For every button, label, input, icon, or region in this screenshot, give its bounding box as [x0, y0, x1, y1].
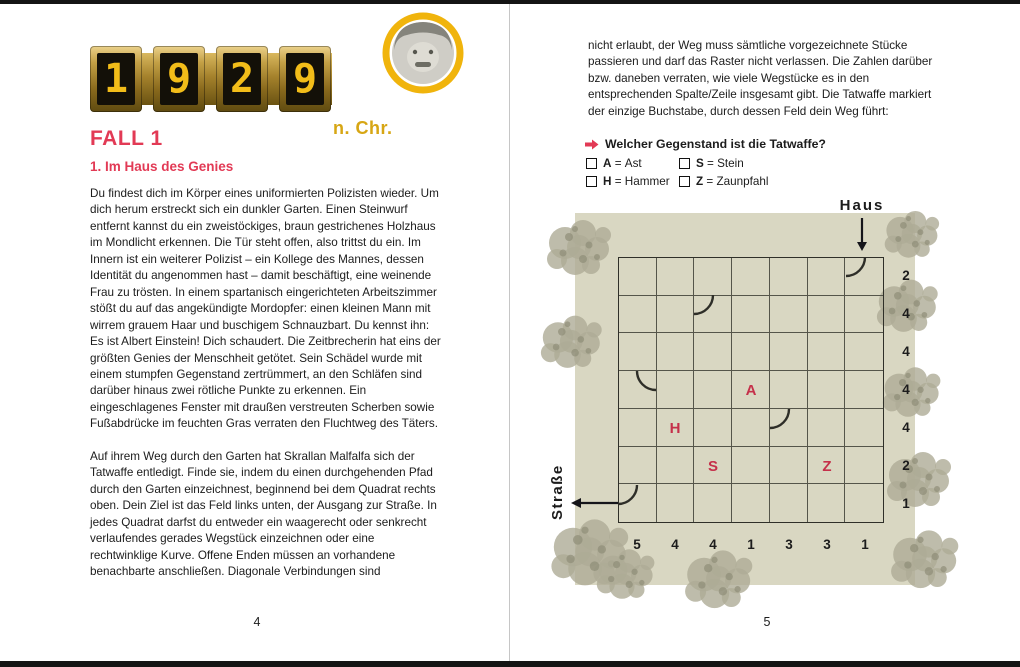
grid-cell[interactable]	[808, 447, 846, 485]
grid-cell[interactable]	[770, 333, 808, 371]
answer-options	[586, 157, 768, 188]
answer-option-z	[679, 175, 768, 188]
option-name: Stein	[717, 157, 744, 170]
house-arrow-icon	[856, 218, 868, 252]
grid-cell[interactable]	[657, 409, 695, 447]
grid-letter-h: H	[669, 419, 681, 437]
row-count: 4	[902, 420, 910, 435]
grid-cell[interactable]	[619, 447, 657, 485]
row-count: 4	[902, 306, 910, 321]
puzzle-grid	[618, 257, 884, 523]
grid-cell[interactable]	[845, 371, 883, 409]
grid-cell[interactable]	[845, 484, 883, 522]
option-name: Hammer	[624, 175, 670, 188]
grid-cell[interactable]	[657, 447, 695, 485]
option-letter: H	[603, 175, 612, 188]
garden-puzzle	[549, 197, 915, 585]
grid-cell[interactable]	[694, 258, 732, 296]
grid-cell[interactable]	[657, 333, 695, 371]
house-label: Haus	[839, 197, 885, 214]
grid-cell[interactable]	[694, 447, 732, 485]
grid-letter-a: A	[745, 381, 757, 399]
tree-icon	[539, 309, 606, 376]
counter-digit: 9	[279, 46, 331, 112]
grid-cell[interactable]	[619, 296, 657, 334]
question-row	[585, 137, 826, 151]
checkbox-icon[interactable]	[679, 158, 690, 169]
grid-cell[interactable]	[732, 333, 770, 371]
option-letter: S	[696, 157, 704, 170]
question-text: Welcher Gegenstand ist die Tatwaffe?	[605, 137, 826, 151]
row-count: 2	[902, 268, 910, 283]
col-count: 4	[709, 537, 717, 552]
option-letter: Z	[696, 175, 704, 188]
option-letter: A	[603, 157, 612, 170]
grid-wrap	[618, 257, 910, 552]
grid-cell[interactable]	[845, 296, 883, 334]
tree-icon	[545, 213, 615, 283]
col-count: 4	[671, 537, 679, 552]
grid-cell[interactable]	[770, 484, 808, 522]
col-count: 1	[861, 537, 869, 552]
grid-cell[interactable]	[694, 296, 732, 334]
col-counts	[618, 535, 884, 555]
checkbox-icon[interactable]	[586, 176, 597, 187]
grid-cell[interactable]	[732, 296, 770, 334]
col-count: 3	[823, 537, 831, 552]
grid-cell[interactable]	[732, 484, 770, 522]
option-separator: =	[703, 175, 717, 188]
checkbox-icon[interactable]	[586, 158, 597, 169]
col-count: 5	[633, 537, 641, 552]
grid-cell[interactable]	[694, 371, 732, 409]
row-count: 4	[902, 344, 910, 359]
street-arrow-icon	[570, 497, 618, 509]
option-name: Ast	[624, 157, 642, 170]
page-number-right: 5	[763, 615, 771, 629]
grid-cell[interactable]	[657, 296, 695, 334]
grid-cell[interactable]	[619, 371, 657, 409]
grid-letter-z: Z	[822, 457, 832, 475]
story-paragraph-2: Auf ihrem Weg durch den Garten hat Skrallan Malfalfa sich der Tatwaffe entledigt. Finde sie, indem du einen durchgehenden Pfad durch den Garten einzeichnest, beginnend bei dem Quadrat rechts oben. Dein Ziel ist das Feld links unten, der Ausgang zur Straße. In jedes Quadrat darfst du entweder ein waagerecht oder senkrecht verlaufendes gerades Wegstück einzeichnen oder eine rechtwinklige Kurve. Offene Enden müssen an vorhandene benachbarte anschließen. Diagonale Verbindungen sind	[90, 449, 437, 578]
row-counts	[895, 257, 917, 523]
era-label: n. Chr.	[333, 118, 393, 138]
year-counter	[90, 46, 332, 112]
grid-cell[interactable]	[619, 409, 657, 447]
grid-cell[interactable]	[845, 258, 883, 296]
top-edge	[0, 0, 1020, 4]
grid-cell[interactable]	[732, 371, 770, 409]
grid-cell[interactable]	[808, 409, 846, 447]
tree-icon	[889, 523, 963, 597]
grid-cell[interactable]	[657, 258, 695, 296]
option-separator: =	[703, 157, 718, 170]
red-arrow-icon	[585, 139, 599, 150]
story-text	[90, 186, 444, 596]
grid-cell[interactable]	[657, 484, 695, 522]
page-spine	[509, 4, 510, 661]
counter-digit: 9	[153, 46, 205, 112]
col-count: 1	[747, 537, 755, 552]
grid-cell[interactable]	[808, 296, 846, 334]
grid-cell[interactable]	[845, 447, 883, 485]
grid-cell[interactable]	[619, 333, 657, 371]
row-count: 4	[902, 382, 910, 397]
grid-cell[interactable]	[770, 371, 808, 409]
einstein-portrait	[382, 12, 464, 94]
grid-cell[interactable]	[694, 484, 732, 522]
chapter-title: 1. Im Haus des Genies	[90, 159, 234, 174]
col-count: 3	[785, 537, 793, 552]
continuation-paragraph: nicht erlaubt, der Weg muss sämtliche vorgezeichnete Stücke passieren und darf das Raster nicht verlassen. Die Zahlen darüber bzw. daneben verraten, wie viele Wegstücke es in den entsprechenden Spalte/Zeile insgesamt gibt. Die Tatwaffe markiert der einzige Buchstabe, durch dessen Feld dein Weg führt:	[588, 39, 933, 118]
grid-cell[interactable]	[845, 409, 883, 447]
option-separator: =	[611, 175, 625, 188]
street-label: Straße	[549, 464, 566, 520]
counter-digit: 1	[90, 46, 142, 112]
grid-cell[interactable]	[732, 409, 770, 447]
answer-option-a	[586, 157, 679, 170]
grid-letter-s: S	[707, 457, 718, 475]
grid-cell[interactable]	[732, 447, 770, 485]
row-count: 1	[902, 496, 910, 511]
grid-cell[interactable]	[808, 371, 846, 409]
grid-cell[interactable]	[845, 333, 883, 371]
option-name: Zaunpfahl	[716, 175, 769, 188]
grid-cell[interactable]	[694, 333, 732, 371]
row-count: 2	[902, 458, 910, 473]
grid-cell[interactable]	[770, 296, 808, 334]
grid-cell[interactable]	[808, 484, 846, 522]
grid-cell[interactable]	[770, 409, 808, 447]
case-title: FALL 1	[90, 127, 163, 150]
page-number-left: 4	[253, 615, 261, 629]
answer-option-h	[586, 175, 679, 188]
checkbox-icon[interactable]	[679, 176, 690, 187]
counter-digit: 2	[216, 46, 268, 112]
grid-cell[interactable]	[694, 409, 732, 447]
grid-cell[interactable]	[619, 484, 657, 522]
story-paragraph-1: Du findest dich im Körper eines uniformierten Polizisten wieder. Um dich herum erstreckt sich ein dunkler Garten. Einen Steinwurf entfernt kannst du ein zweistöckiges, braun gestrichenes Holzhaus im Mondlicht erkennen. Die Tür steht offen, also trittst du ein. Im Innern ist ein weiterer Polizist – ein Kollege des Mannes, dessen Identität du angenommen hast – damit beschäftigt, eine weinende Frau zu trösten. In einem spartanisch eingerichteten Arbeitszimmer stößt du auf das angekündigte Mordopfer: einen kleinen Mann mit wirrem grauem Haar und buschigem Schnauzbart. Du kennst ihn: Es ist Albert Einstein! Dich schaudert. Die Zeitbrecherin hat eins der größten Genies der Menschheit getötet. Sein Schädel wurde mit einem stumpfen Gegenstand zertrümmert, an den Schläfen sind darüber hinaus zwei rötliche Punkte zu erkennen. Ein eingeschlagenes Fenster mit draußen verstreuten Scherben sowie Fußabdrücke im feuchten Gras verraten den Fluchtweg des Täters.	[90, 187, 441, 431]
grid-cell[interactable]	[770, 447, 808, 485]
grid-cell[interactable]	[732, 258, 770, 296]
grid-cell[interactable]	[808, 258, 846, 296]
option-separator: =	[611, 157, 625, 170]
grid-cell[interactable]	[619, 258, 657, 296]
answer-option-s	[679, 157, 768, 170]
continuation-text	[588, 38, 938, 120]
grid-cell[interactable]	[657, 371, 695, 409]
bottom-edge	[0, 661, 1020, 667]
grid-cell[interactable]	[770, 258, 808, 296]
grid-cell[interactable]	[808, 333, 846, 371]
